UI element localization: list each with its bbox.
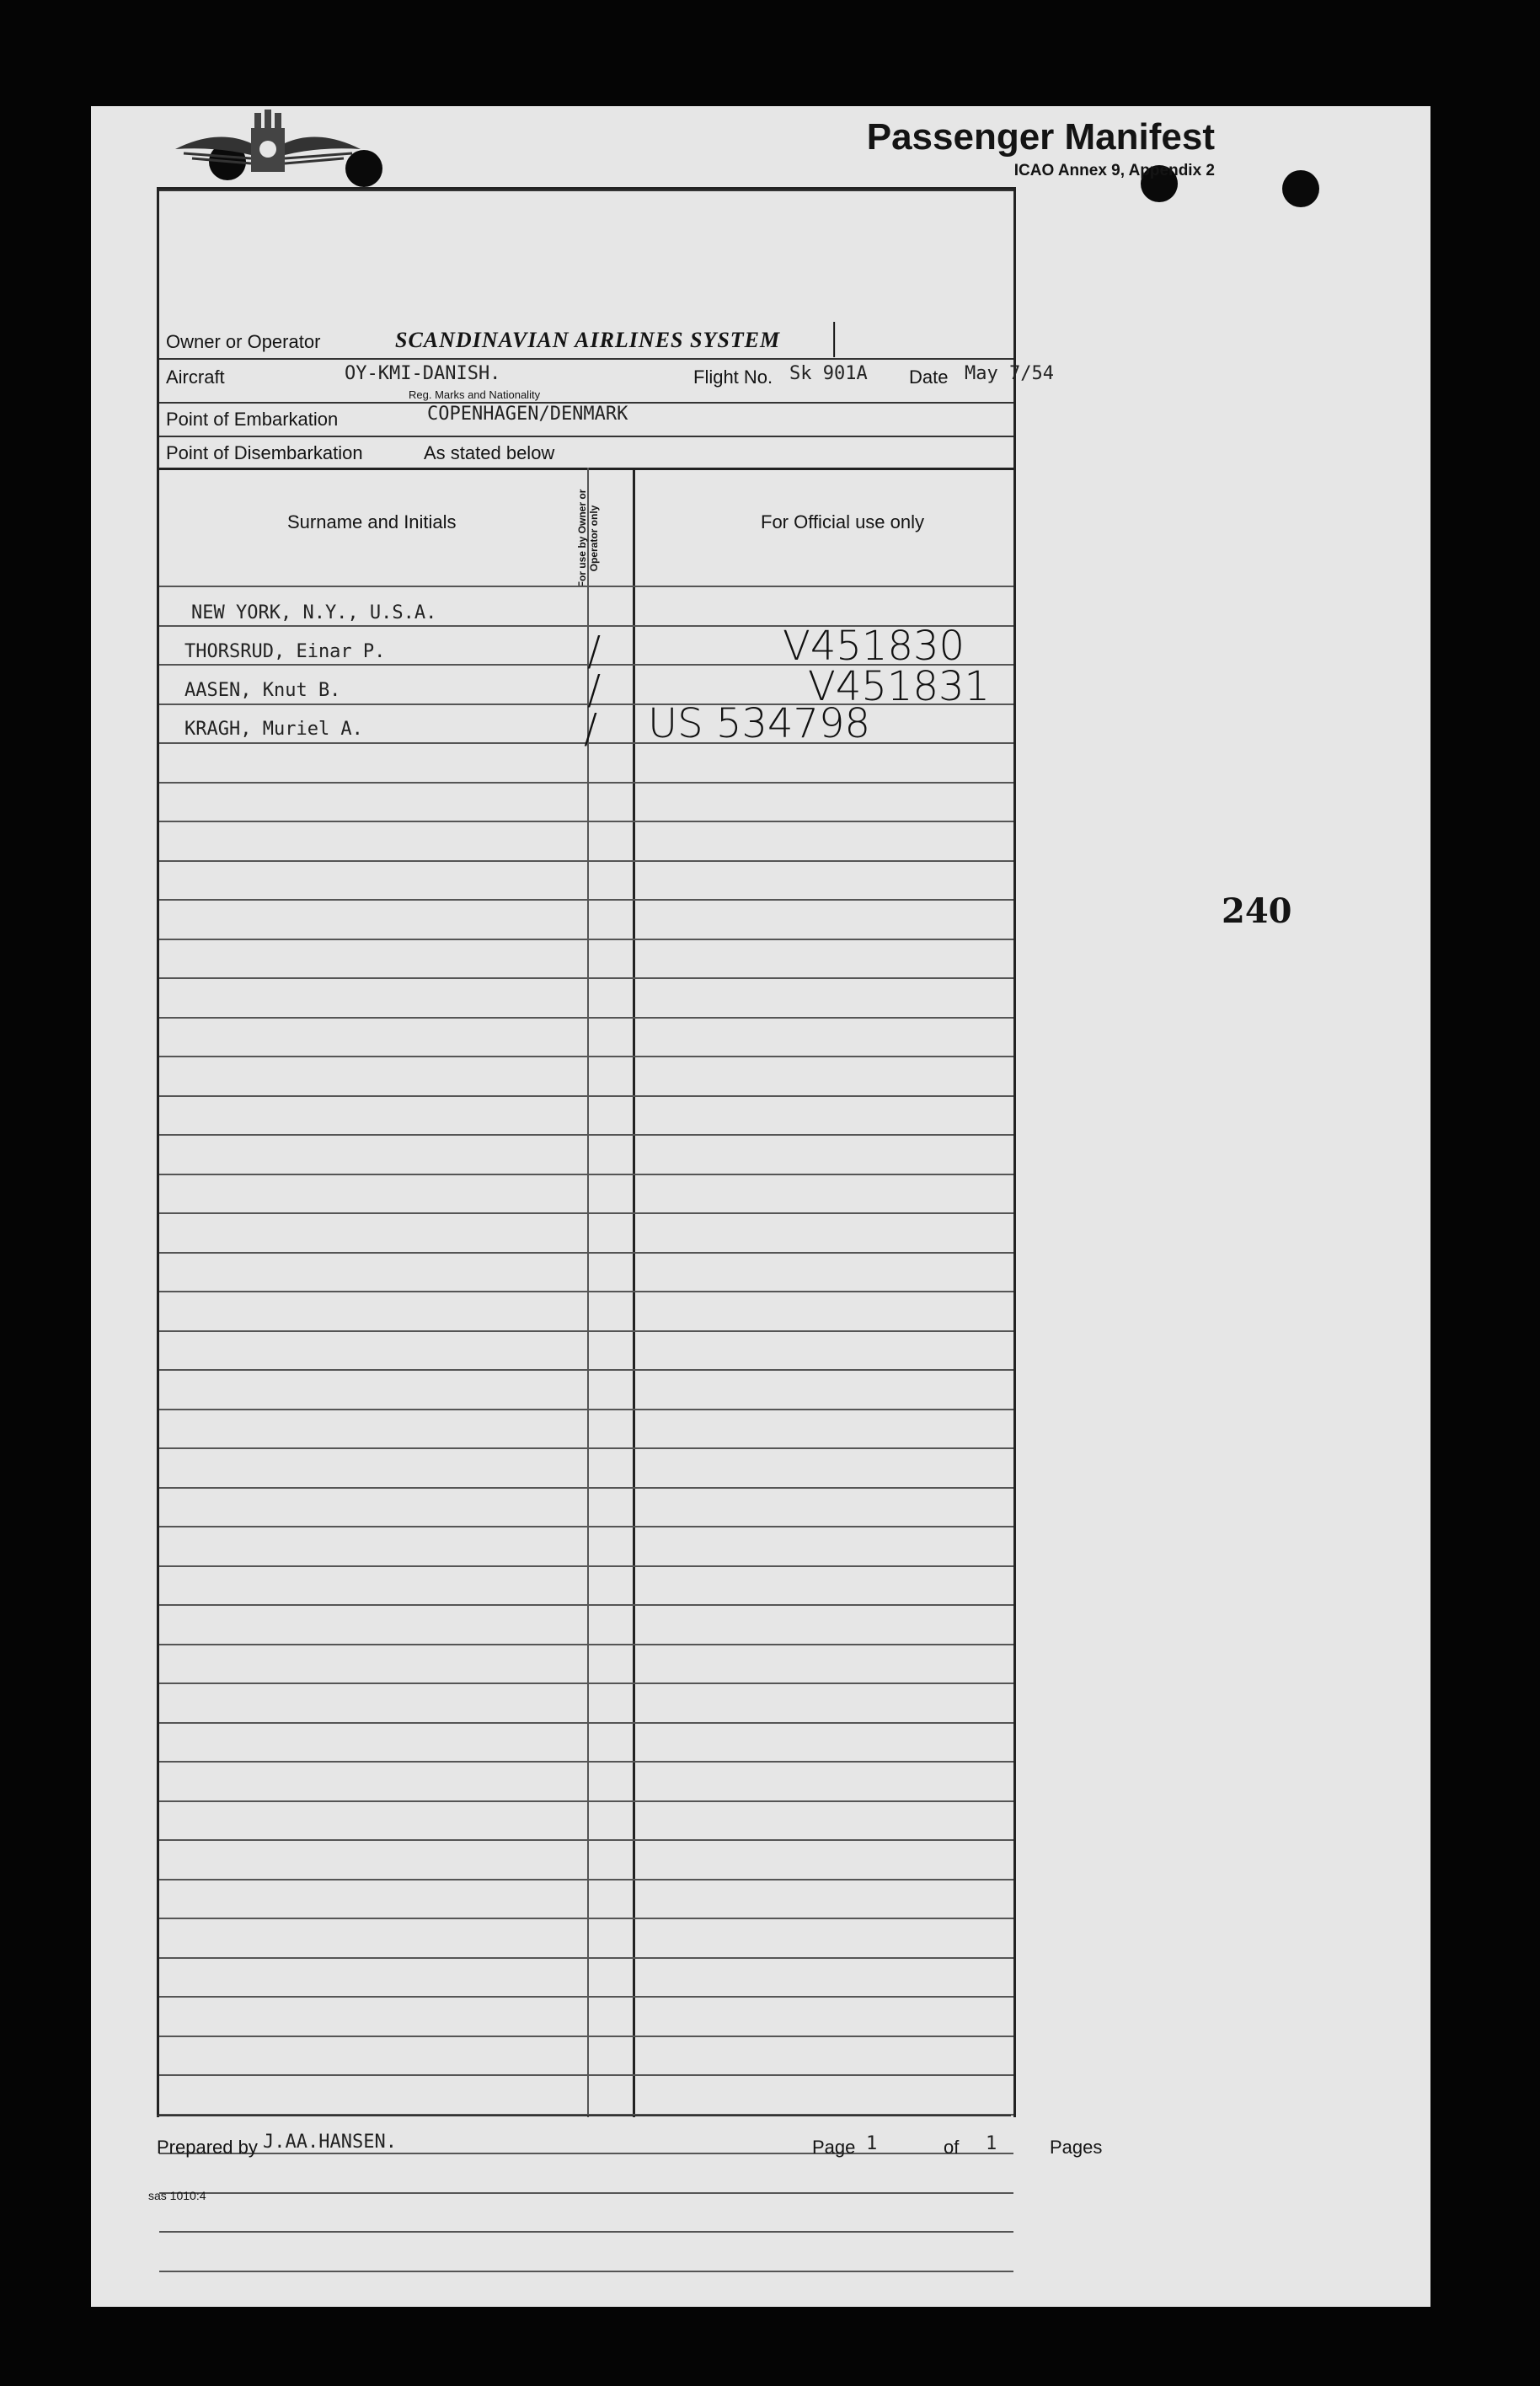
ruled-row-line	[159, 1839, 1013, 1841]
ruled-row-line	[159, 2192, 1013, 2194]
ruled-row-line	[159, 1487, 1013, 1489]
ruled-row-line	[159, 1174, 1013, 1175]
ruled-row-line	[159, 1722, 1013, 1724]
aircraft-label: Aircraft	[166, 366, 225, 388]
divider	[159, 436, 1013, 437]
date-label: Date	[909, 366, 949, 388]
flight-label: Flight No.	[693, 366, 773, 388]
prepared-value: J.AA.HANSEN.	[263, 2132, 397, 2153]
ruled-row-line	[159, 782, 1013, 784]
column-header-owner-use: For use by Owner or Operator only	[576, 489, 600, 588]
punch-hole	[1282, 170, 1319, 207]
airline-logo-icon	[167, 103, 369, 187]
page-value: 1	[866, 2133, 878, 2154]
ruled-row-line	[159, 1212, 1013, 1214]
entry-check: /	[584, 705, 598, 752]
divider	[159, 358, 1013, 360]
column-header-surname: Surname and Initials	[287, 511, 457, 532]
disembarkation-value: As stated below	[424, 442, 555, 463]
ruled-row-line	[159, 586, 1013, 587]
ruled-row-line	[159, 860, 1013, 862]
ruled-row-line	[159, 1957, 1013, 1959]
ruled-row-line	[159, 1800, 1013, 1802]
official-entry: US 534798	[648, 700, 871, 747]
form-number: sas 1010:4	[148, 2189, 206, 2202]
of-label: of	[944, 2137, 960, 2158]
date-value: May 7/54	[965, 363, 1054, 384]
flight-value: Sk 901A	[789, 363, 868, 384]
owner-value: SCANDINAVIAN AIRLINES SYSTEM	[395, 328, 781, 352]
embarkation-value: COPENHAGEN/DENMARK	[427, 404, 628, 425]
document-subtitle: ICAO Annex 9, Appendix 2	[1013, 162, 1215, 179]
ruled-row-line	[159, 1879, 1013, 1880]
ruled-row-line	[159, 1056, 1013, 1057]
ruled-row-line	[159, 1447, 1013, 1449]
ruled-row-line	[159, 1644, 1013, 1645]
aircraft-value: OY-KMI-DANISH.	[345, 363, 501, 384]
pages-label: Pages	[1050, 2137, 1103, 2158]
ruled-row-line	[159, 1330, 1013, 1332]
stamp-number: 240	[1222, 891, 1292, 931]
manifest-form	[157, 187, 1054, 2117]
column-divider	[633, 468, 635, 2117]
ruled-row-line	[159, 1918, 1013, 1919]
ruled-row-line	[159, 1526, 1013, 1527]
entry-name: NEW YORK, N.Y., U.S.A.	[191, 602, 437, 623]
entry-name: THORSRUD, Einar P.	[184, 641, 386, 662]
ruled-row-line	[159, 977, 1013, 979]
document-title: Passenger Manifest	[866, 116, 1215, 158]
entry-check: /	[587, 666, 602, 714]
ruled-row-line	[159, 1252, 1013, 1254]
owner-line	[159, 190, 1013, 191]
ruled-row-line	[159, 1017, 1013, 1019]
ruled-row-line	[159, 821, 1013, 822]
of-value: 1	[986, 2133, 997, 2154]
divider	[159, 468, 1013, 470]
manifest-footer	[157, 2115, 1103, 2175]
owner-mark: |	[828, 316, 841, 357]
ruled-row-line	[159, 2271, 1013, 2272]
official-entry: V451830	[783, 623, 965, 670]
ruled-row-line	[159, 2036, 1013, 2037]
ruled-row-line	[159, 1095, 1013, 1097]
prepared-label: Prepared by	[157, 2137, 258, 2158]
embarkation-label: Point of Embarkation	[166, 409, 339, 430]
ruled-row-line	[159, 1761, 1013, 1763]
ruled-row-line	[159, 2231, 1013, 2233]
ruled-row-line	[159, 1291, 1013, 1292]
ruled-row-line	[159, 1409, 1013, 1410]
ruled-row-line	[159, 899, 1013, 901]
owner-label: Owner or Operator	[166, 331, 321, 352]
entry-check: /	[587, 628, 602, 675]
ruled-row-line	[159, 1683, 1013, 1684]
entry-name: AASEN, Knut B.	[184, 680, 341, 701]
ruled-row-line	[159, 939, 1013, 940]
aircraft-note: Reg. Marks and Nationality	[409, 388, 541, 401]
official-entry: V451831	[808, 663, 991, 710]
ruled-row-line	[159, 1604, 1013, 1606]
column-header-official: For Official use only	[761, 511, 925, 532]
ruled-row-line	[159, 1565, 1013, 1567]
ruled-row-line	[159, 2074, 1013, 2076]
ruled-row-line	[159, 1369, 1013, 1371]
entry-name: KRAGH, Muriel A.	[184, 719, 363, 740]
ruled-row-line	[159, 1134, 1013, 1136]
disembarkation-label: Point of Disembarkation	[166, 442, 363, 463]
page-label: Page	[812, 2137, 856, 2158]
ruled-row-line	[159, 1996, 1013, 1998]
